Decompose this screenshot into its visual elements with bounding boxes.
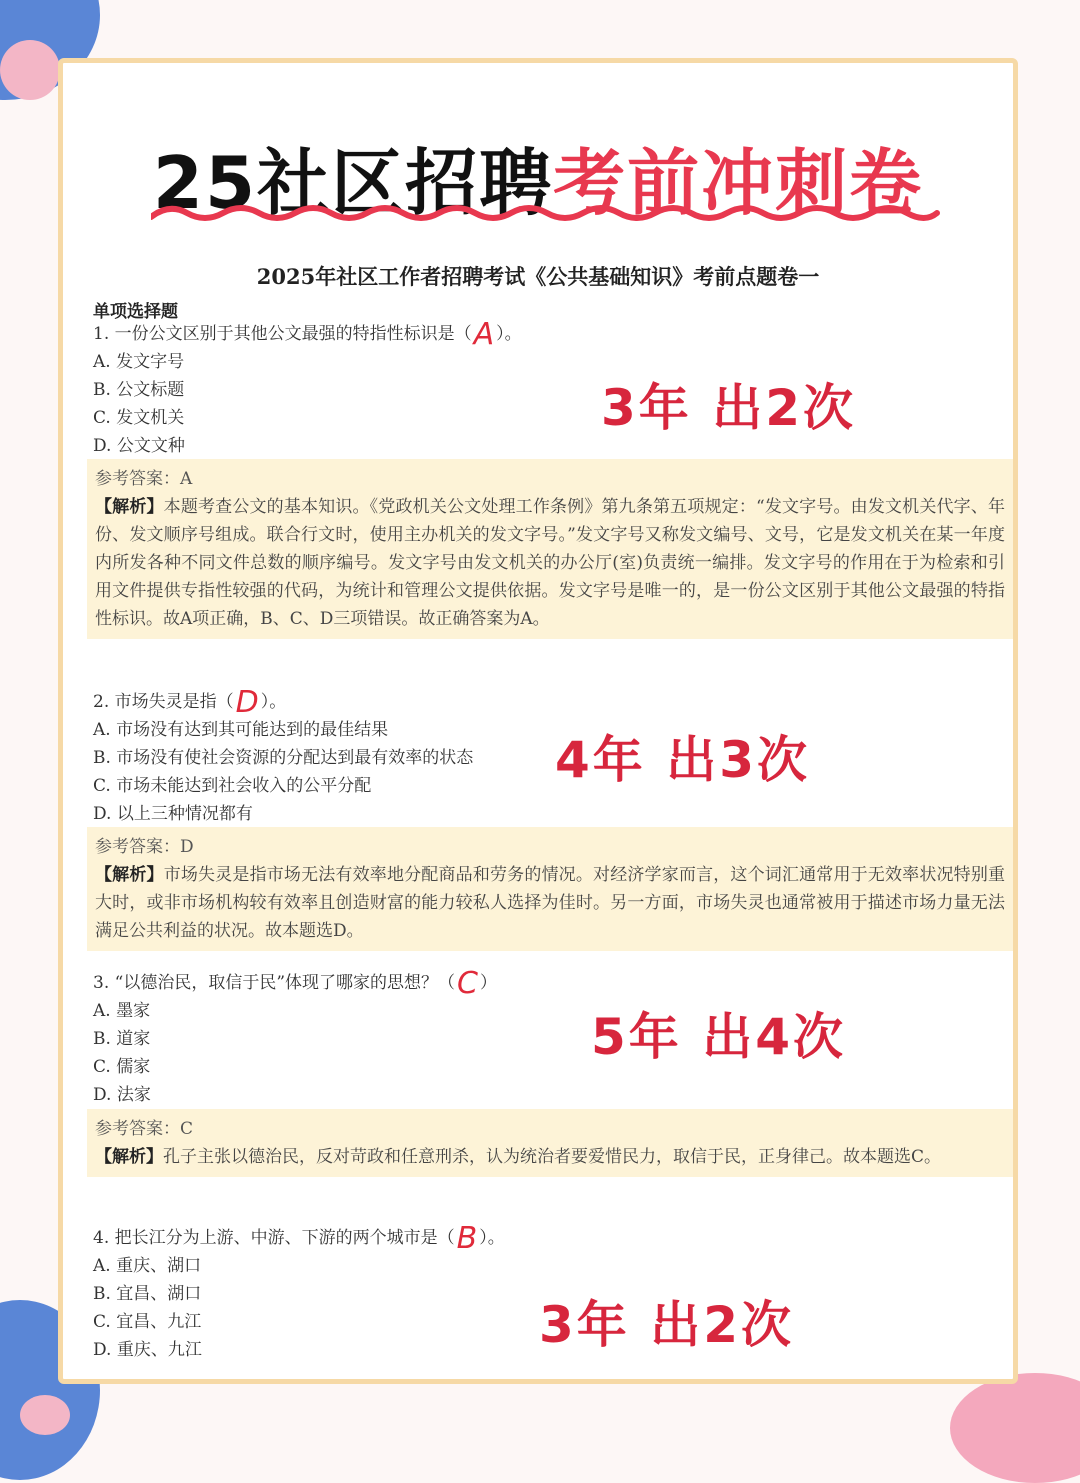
handwritten-answer-mark: B [456,1220,478,1256]
frequency-note: 3年 出2次 [539,1296,794,1354]
question-stem [93,684,983,720]
stem-end: ）。 [496,324,522,344]
option: B. 道家 [93,1029,151,1049]
question-stem [93,1220,983,1256]
option: A. 发文字号 [93,352,185,372]
stem-end: ） [479,973,497,993]
option: B. 市场没有使社会资源的分配达到最有效率的状态 [93,748,474,768]
decor-blob-pink-bottom [20,1395,70,1435]
section-title: 单项选择题 [93,302,178,322]
analysis-tag: 【解析】 [95,1147,163,1167]
stem-end: ）。 [479,1228,505,1248]
exam-title: 2025年社区工作者招聘考试《公共基础知识》考前点题卷一 [256,264,820,289]
analysis-text: 孔子主张以德治民，反对苛政和任意刑杀，认为统治者要爱惜民力，取信于民，正身律己。故本题选C。 [163,1147,942,1167]
option: D. 重庆、九江 [93,1340,202,1360]
analysis [95,1143,1005,1171]
option: A. 墨家 [93,1001,151,1021]
stem-end: ）。 [260,692,287,712]
hero-title-red: 考前冲刺卷 [553,141,924,225]
stem-text: 4. 把长江分为上游、中游、下游的两个城市是（ [93,1228,455,1248]
analysis [95,861,1005,945]
stem-text: 3. “以德治民，取信于民”体现了哪家的思想？（ [93,973,456,993]
stem-text: 2. 市场失灵是指（ [93,692,234,712]
answer-box [87,459,1013,639]
option: C. 发文机关 [93,408,185,428]
question-2 [93,684,983,828]
exam-card [58,58,1018,1384]
option: B. 公文标题 [93,380,185,400]
handwritten-answer-mark: A [473,316,495,352]
answer-box [87,1109,1013,1177]
analysis-text: 本题考查公文的基本知识。《党政机关公文处理工作条例》第九条第五项规定：“发文字号。由发文机关代字、年份、发文顺序号组成。联合行文时，使用主办机关的发文字号。”发文字号又称发文编号、文号，它是发文机关在某一年度内所发各种不同文件总数的顺序编号。发文字号由发文机关的办公厅(室)负责统一编排。发文字号的作用在于为检索和引用文件提供专指性较强的代码，为统计和管理公文提供依据。发文字号是唯一的，是一份公文区别于其他公文最强的特指性标识。故A项正确，B、C、D三项错误。故正确答案为A。 [95,497,1005,629]
decor-blob-pink-corner [950,1373,1080,1483]
analysis-tag: 【解析】 [95,497,164,517]
stem-text: 1. 一份公文区别于其他公文最强的特指性标识是（ [93,324,472,344]
option: B. 宜昌、湖口 [93,1284,202,1304]
option: A. 市场没有达到其可能达到的最佳结果 [93,720,389,740]
reference-answer: 参考答案：A [95,469,193,489]
option: A. 重庆、湖口 [93,1256,202,1276]
handwritten-answer-mark: D [235,684,259,720]
frequency-note: 3年 出2次 [601,379,856,437]
answer-box [87,827,1013,951]
analysis-text: 市场失灵是指市场无法有效率地分配商品和劳务的情况。对经济学家而言，这个词汇通常用于无效率状况特别重大时，或非市场机构较有效率且创造财富的能力较私人选择为佳时。另一方面，市场失灵也通常被用于描述市场力量无法满足公共利益的状况。故本题选D。 [95,865,1006,941]
option: C. 宜昌、九江 [93,1312,202,1332]
option: C. 儒家 [93,1057,151,1077]
reference-answer: 参考答案：D [95,837,194,857]
frequency-note: 5年 出4次 [591,1008,846,1066]
question-stem [93,965,983,1001]
option: D. 以上三种情况都有 [93,804,253,824]
analysis [95,493,1005,633]
question-3 [93,965,983,1109]
option: D. 法家 [93,1085,151,1105]
question-4 [93,1220,983,1364]
squiggle-underline [151,201,941,225]
option: D. 公文文种 [93,436,185,456]
frequency-note: 4年 出3次 [555,731,810,789]
decor-blob-pink-top [0,40,60,100]
handwritten-answer-mark: C [457,965,478,1001]
analysis-tag: 【解析】 [95,865,164,885]
option: C. 市场未能达到社会收入的公平分配 [93,776,372,796]
reference-answer: 参考答案：C [95,1119,194,1139]
hero-title-black: 25社区招聘 [152,141,554,225]
question-stem [93,316,983,352]
